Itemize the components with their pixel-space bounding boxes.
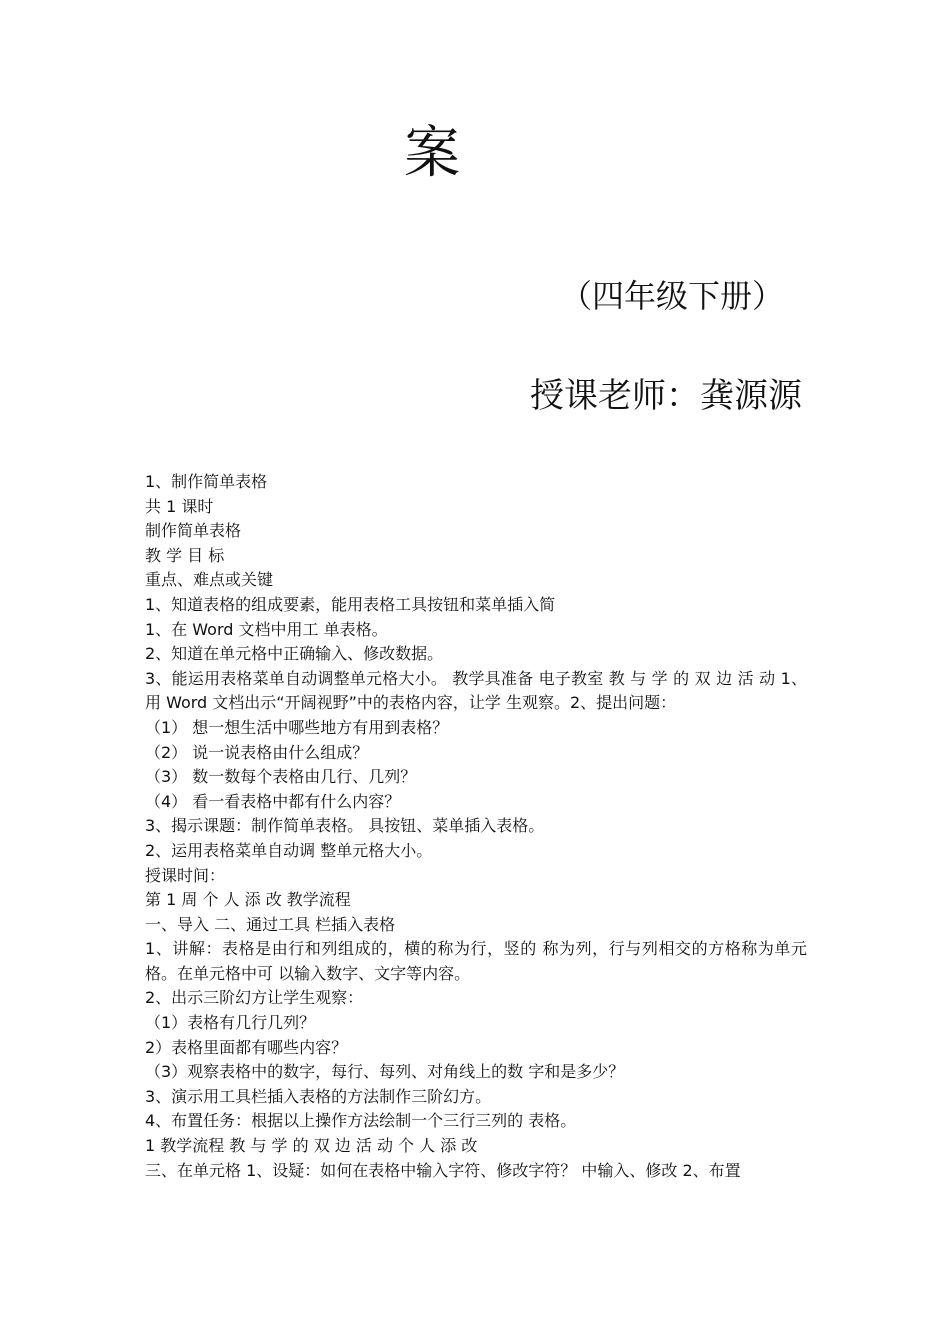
body-line: 2、运用表格菜单自动调 整单元格大小。	[145, 840, 433, 860]
body-line: （4） 看一看表格中都有什么内容？	[145, 791, 401, 811]
body-line: 3、揭示课题：制作简单表格。 具按钮、菜单插入表格。	[145, 816, 545, 836]
body-line: （2） 说一说表格由什么组成？	[145, 742, 369, 762]
body-line: 制作简单表格	[145, 521, 242, 541]
body-line: 三、在单元格 1、设疑：如何在表格中输入字符、修改字符？ 中输入、修改 2、布置	[145, 1160, 741, 1180]
body-line: 2、出示三阶幻方让学生观察：	[145, 988, 364, 1008]
body-paragraph: 1、讲解：表格是由行和列组成的，横的称为行，竖的 称为列，行与列相交的方格称为单元格。在单元格中可 以输入数字、文字等内容。	[145, 939, 807, 983]
body-line: 第 1 周 个 人 添 改 教学流程	[145, 890, 351, 910]
body-line: 一、导入 二、通过工具 栏插入表格	[145, 914, 396, 934]
body-line: 2、知道在单元格中正确输入、修改数据。	[145, 644, 444, 664]
grade-label: （四年级下册）	[560, 277, 785, 315]
body-line: 1、知道表格的组成要素，能用表格工具按钮和菜单插入简	[145, 594, 556, 614]
document-title-char: 案	[404, 121, 460, 186]
body-line: 1、在 Word 文档中用工 单表格。	[145, 619, 388, 639]
body-line: 1、制作简单表格	[145, 472, 268, 491]
body-line: 4、布置任务：根据以上操作方法绘制一个三行三列的 表格。	[145, 1111, 577, 1131]
body-line: 2）表格里面都有哪些内容？	[145, 1037, 348, 1057]
body-line: 教 学 目 标	[145, 545, 225, 565]
lesson-plan-body	[145, 470, 807, 1183]
body-line: 重点、难点或关键	[145, 570, 274, 590]
body-paragraph: 3、能运用表格菜单自动调整单元格大小。 教学具准备 电子教室 教 与 学 的 双 边 活 动 1、用 Word 文档出示“开阔视野”中的表格内容，让学 生观察。2、提出问题：	[145, 668, 807, 713]
body-line: 授课时间：	[145, 865, 226, 885]
body-line: 1 教学流程 教 与 学 的 双 边 活 动 个 人 添 改	[145, 1136, 478, 1156]
body-line: 3、演示用工具栏插入表格的方法制作三阶幻方。	[145, 1086, 492, 1106]
body-line: （3）观察表格中的数字，每行、每列、对角线上的数 字和是多少？	[145, 1062, 625, 1082]
body-line: （1） 想一想生活中哪些地方有用到表格？	[145, 717, 449, 737]
body-line: 共 1 课时	[145, 496, 214, 516]
teacher-label: 授课老师：龚源源	[530, 376, 802, 416]
body-line: （3） 数一数每个表格由几行、几列？	[145, 767, 417, 787]
body-line: （1）表格有几行几列？	[145, 1013, 316, 1033]
